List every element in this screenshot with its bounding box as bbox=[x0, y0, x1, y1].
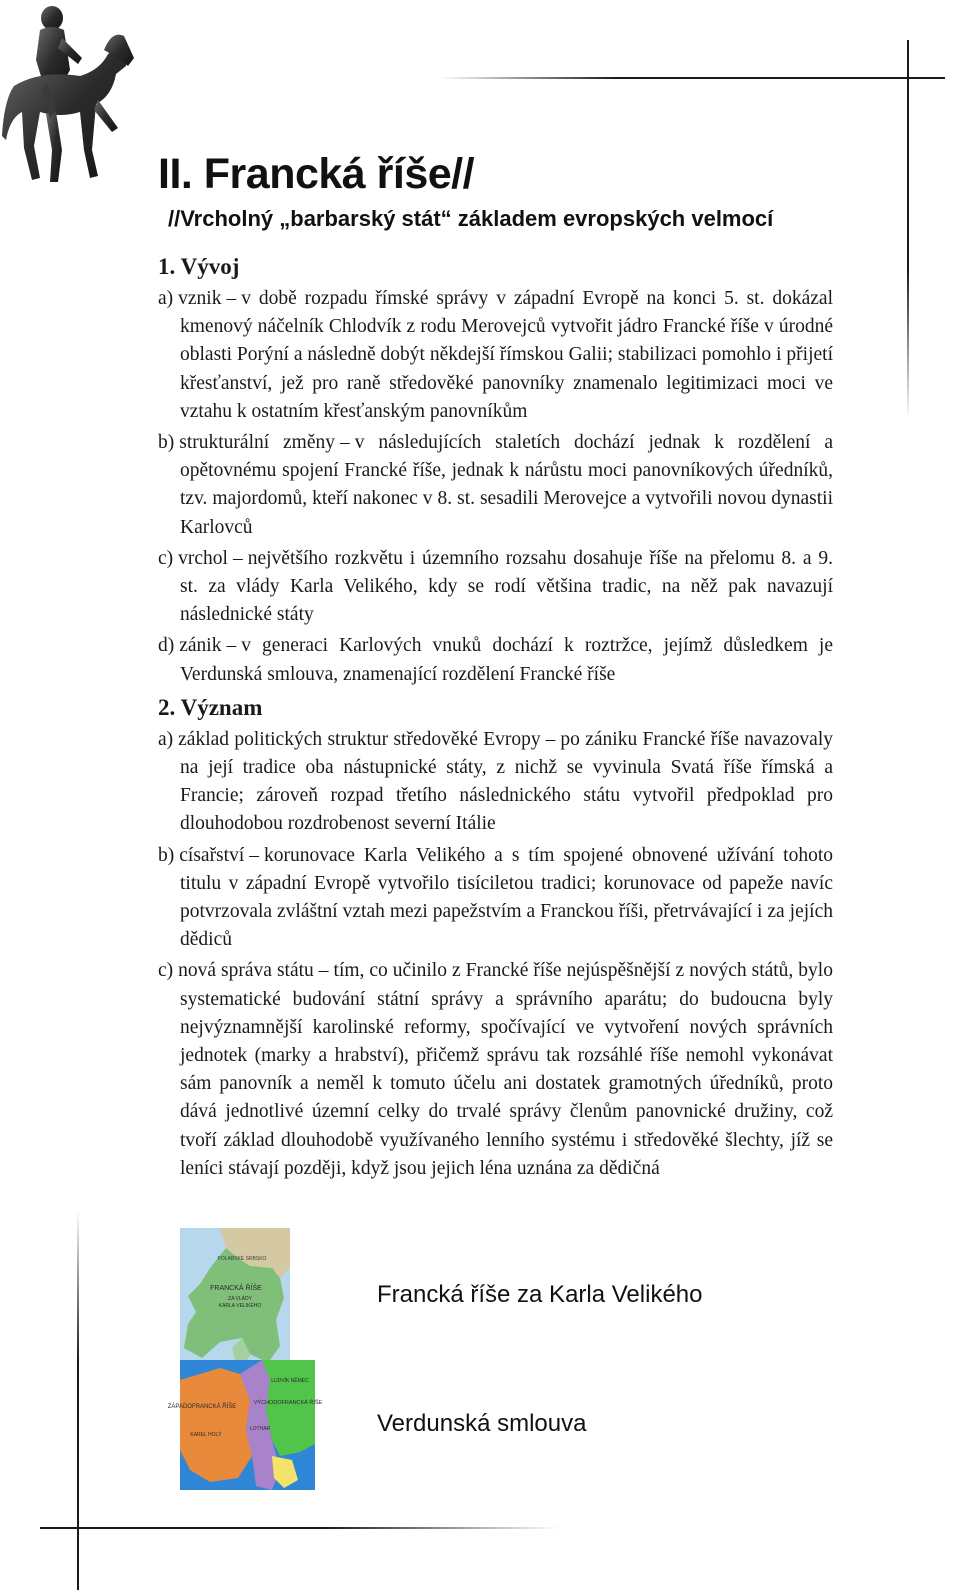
section-heading: 2. Význam bbox=[158, 694, 263, 720]
map-label: FRANCKÁ ŘÍŠE bbox=[210, 1285, 262, 1292]
list-item: c) nová správa státu – tím, co učinilo z Francké říše nejúspěšnější z nových států, bylo systematické budování státní správy a správního aparátu; do budoucna byly nejvýznamnější karolinské reformy, spočívající ve vytvoření nových správních jednotek (marky a hrabství), přičemž správu tak rozsáhlé říše nemohl vykonávat sám panovník a neměl k tomuto účelu ani dostatek gramotných úředníků, proto dává jednotlivé územní celky do trvalé správy členům panovnické družiny, což tvoří základ dlouhodobě využívaného lenního systému i středověké šlechty, jíž se leníci stávají později, když jsou jejich léna uznána za dědičná bbox=[158, 960, 833, 1179]
section-vyvoj bbox=[158, 252, 833, 689]
frame-left-line bbox=[77, 1210, 79, 1590]
list-item: a) základ politických struktur středověké Evropy – po zániku Francké říše navazovaly na její tradice oba nástupnické státy, z nichž se vyvinula Svatá říše římská a Francie; zároveň rozpad třetího následnického státu vytvořil předpoklad pro dlouhodobou rozdrobenost severní Itálie bbox=[158, 728, 833, 835]
map-charlemagne-empire bbox=[180, 1228, 290, 1363]
map-label: ZÁPADOFRANCKÁ ŘÍŠE bbox=[167, 1404, 237, 1410]
list-item: b) císařství – korunovace Karla Velikého a s tím spojené obnovené užívání tohoto titulu v západní Evropě vytvořilo tisíciletou tradici; korunovace od papeže navíc potvrzovala zvláštní vztah mezi papežstvím a Franckou říši, přetrvávající i za jejích dědiců bbox=[158, 844, 833, 951]
map-label: LOTHAR bbox=[249, 1426, 271, 1432]
map-treaty-of-verdun bbox=[167, 1360, 323, 1490]
list-item: a) vznik – v době rozpadu římské správy v západní Evropě na konci 5. st. dokázal kmenový náčelník Chlodvík z rodu Merovejců vytvořit jádro Francké říše v úrodné oblasti Porýní a následně dobýt někdejší římskou Galii; stabilizaci pomohlo i přijetí křesťanství, jež pro raně středověké panovníky znamenalo legitimizaci moci ve vztahu k ostatním křesťanským panovníkům bbox=[158, 288, 833, 422]
page-title: II. Francká říše// bbox=[158, 150, 475, 198]
main-content bbox=[158, 252, 833, 1186]
section-vyznam bbox=[158, 693, 833, 1183]
map-caption-verdun: Verdunská smlouva bbox=[377, 1410, 587, 1437]
list-item: d) zánik – v generaci Karlových vnuků dochází k roztržce, jejímž důsledkem je Verdunská smlouva, znamenající rozdělení Francké říše bbox=[158, 635, 833, 685]
map-label: POLABSKÉ SRBSKO bbox=[217, 1256, 267, 1262]
map-label: VÝCHODOFRANCKÁ ŘÍŠE bbox=[253, 1400, 323, 1406]
map-label: LUDVÍK NĚMEC bbox=[271, 1378, 309, 1384]
section-heading: 1. Vývoj bbox=[158, 254, 240, 279]
frame-bottom-line bbox=[40, 1527, 560, 1529]
list-item: c) vrchol – největšího rozkvětu i územního rozsahu dosahuje říše na přelomu 8. a 9. st. za vlády Karla Velikého, kdy se rodí většina tradic, na něž pak navazují následnické státy bbox=[158, 547, 833, 626]
equestrian-statue-image bbox=[0, 0, 140, 200]
map-caption-charlemagne: Francká říše za Karla Velikého bbox=[377, 1281, 703, 1308]
frame-right-line bbox=[907, 40, 909, 420]
frame-top-line bbox=[440, 77, 945, 79]
map-west-francia bbox=[180, 1368, 252, 1482]
map-label: ZA VLÁDY bbox=[228, 1296, 252, 1302]
map-label: KAREL HOLÝ bbox=[190, 1432, 222, 1438]
page-subtitle: //Vrcholný „barbarský stát“ základem evropských velmocí bbox=[168, 206, 774, 231]
list-item: b) strukturální změny – v následujících staletích dochází jednak k rozdělení a opětovnému spojení Francké říše, jednak k nárůstu moci panovníkových úředníků, tzv. majordomů, kteří nakonec v 8. st. sesadili Merovejce a vytvořili novou dynastii Karlovců bbox=[158, 432, 833, 538]
map-label: KARLA VELIKÉHO bbox=[218, 1303, 262, 1309]
